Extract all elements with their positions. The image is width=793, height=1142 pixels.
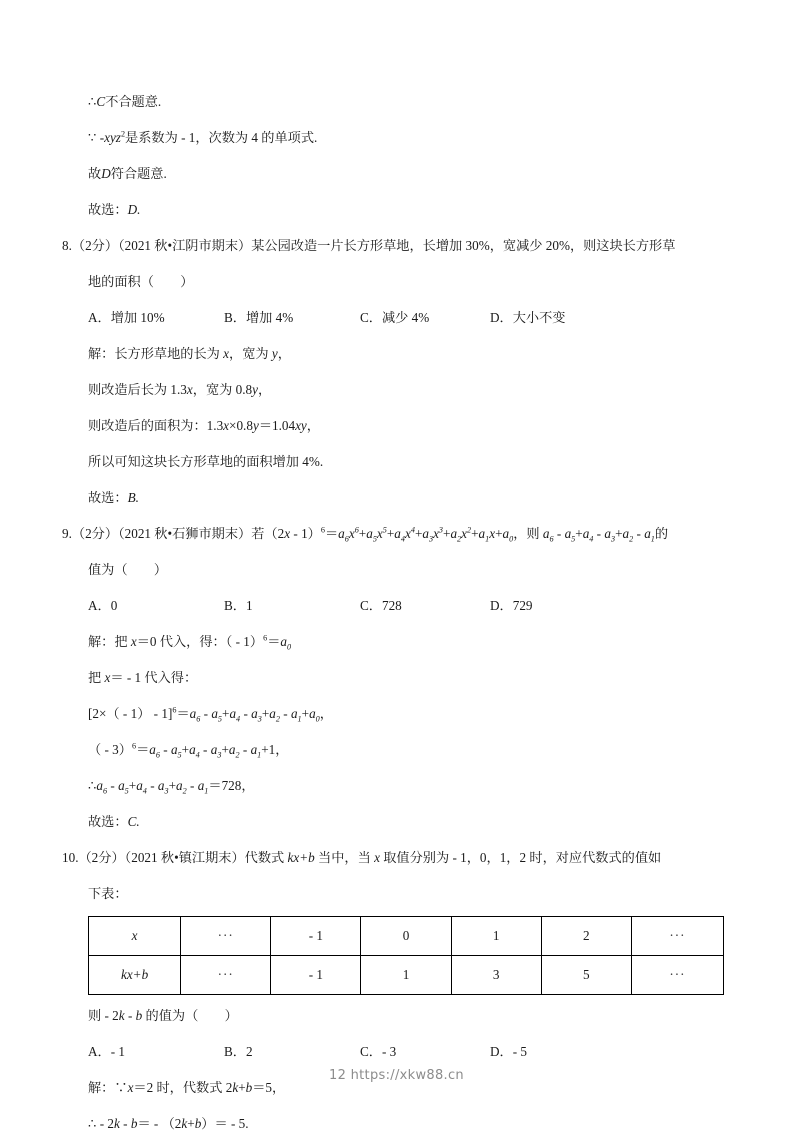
- row-label-kxb: kx+b: [89, 956, 181, 995]
- cell-kxb-1: - 1: [271, 956, 361, 995]
- expr-a3: $a_3$: [157, 778, 169, 796]
- expr-a6: $a_6$: [189, 706, 201, 724]
- exponent-6: 6: [320, 525, 325, 535]
- expr-a1: $a_1$: [250, 742, 262, 760]
- therefore-symbol: ∴: [88, 1116, 97, 1131]
- question-10-ask-line: 则 - 2k - b 的值为（ ）: [88, 1008, 238, 1023]
- option-c-text: - 3: [381, 1044, 397, 1059]
- prev-solution-line-3-text: 符合题意.: [110, 166, 167, 181]
- option-b-key: B．: [224, 598, 246, 613]
- var-y: y: [271, 346, 278, 361]
- expr-a2: $a_2$: [176, 778, 187, 796]
- option-d-text: - 5: [512, 1044, 528, 1059]
- question-9-option-c[interactable]: [360, 588, 402, 624]
- term-a5: $a_5x^5$: [366, 525, 387, 544]
- question-9-option-d[interactable]: [490, 588, 533, 624]
- question-9-solution-line-2: 把 x＝ - 1 代入得：: [88, 670, 198, 685]
- expr-a1: $a_1$: [197, 778, 209, 796]
- prev-solution-line-2: [62, 120, 730, 156]
- table-row: [89, 956, 724, 995]
- cell-kxb-5: ···: [631, 956, 723, 995]
- var-b: b: [135, 1008, 143, 1023]
- expr-a4: $a_4$: [189, 742, 200, 760]
- therefore-symbol: ∴: [88, 778, 97, 793]
- option-d-text: 大小不变: [512, 310, 566, 325]
- exponent-6: 6: [263, 633, 268, 643]
- cell-x-5: ···: [631, 917, 723, 956]
- option-d-key: D．: [490, 1044, 513, 1059]
- option-d-key: D．: [490, 598, 513, 613]
- prev-solution-line-3: [62, 156, 730, 192]
- cell-kxb-3: 3: [451, 956, 541, 995]
- question-9-source: （2021 秋•石狮市期末）: [118, 526, 252, 541]
- expr-a5: $a_5$: [118, 778, 129, 796]
- expr-a1: $a_1$: [290, 706, 302, 724]
- expr-a2: $a_2$: [228, 742, 240, 760]
- question-9-solution-answer: 故选：C.: [88, 814, 140, 829]
- var-k: k: [232, 1080, 239, 1095]
- page-footer: 12 https://xkw88.cn: [329, 1068, 464, 1083]
- expr-a1: $a_1$: [644, 526, 655, 544]
- exponent-6: 6: [131, 741, 137, 751]
- question-8-options: [62, 300, 730, 336]
- exponent-6: 6: [172, 705, 177, 715]
- because-symbol: ∵: [114, 1080, 128, 1095]
- option-b-text: 增加 4%: [245, 310, 294, 325]
- question-10-option-a[interactable]: [88, 1034, 125, 1070]
- expr-variables: xyz: [104, 130, 121, 145]
- prev-solution-line-1: [62, 84, 730, 120]
- question-9: [62, 516, 730, 840]
- cell-x-1: - 1: [271, 917, 361, 956]
- option-b-key: B．: [224, 310, 246, 325]
- cell-kxb-2: 1: [361, 956, 451, 995]
- var-x: x: [127, 1080, 134, 1095]
- var-k: k: [181, 1116, 188, 1131]
- cell-kxb-4: 5: [541, 956, 631, 995]
- question-10-stem-line-1: 10.（2分）（2021 秋•镇江期末）代数式 kx+b 当中，当 x 取值分别为 - 1，0，1，2 时，对应代数式的值如: [62, 850, 662, 865]
- expr-a2: $a_2$: [622, 526, 634, 544]
- prev-solution-line-3-prefix: 故: [88, 166, 102, 181]
- question-9-solution-tail: ＝728，: [208, 778, 255, 793]
- var-xy: xy: [295, 418, 307, 433]
- values-table: [88, 916, 724, 995]
- question-8-stem-line-1: [62, 228, 730, 264]
- term-a0: $a_0$: [502, 526, 514, 544]
- term-a6: $a_6x^6$: [338, 525, 359, 544]
- var-k: k: [113, 1116, 120, 1131]
- expr-a6: $a_6$: [96, 778, 108, 796]
- question-10: [62, 840, 730, 1142]
- cell-x-0: ···: [181, 917, 271, 956]
- therefore-symbol: ∴: [88, 94, 97, 109]
- option-b-text: 1: [245, 598, 253, 613]
- expr-a2: $a_2$: [269, 706, 280, 724]
- question-8-solution-line-1: 解：长方形草地的长为 x，宽为 y，: [88, 346, 291, 361]
- question-10-solution-line-2: ∴ - 2k - b＝ - （2k+b）＝ - 5.: [88, 1116, 249, 1131]
- option-a-text: 0: [110, 598, 118, 613]
- expr-sign: -: [99, 130, 105, 145]
- option-a-text: - 1: [110, 1044, 126, 1059]
- expr-a4: $a_4$: [136, 778, 147, 796]
- term-a1: $a_1x$: [478, 526, 496, 544]
- var-y: y: [252, 382, 258, 397]
- question-10-solution-line-1: 解：∵x＝2 时，代数式 2k+b＝5，: [88, 1080, 286, 1095]
- expr-a5: $a_5$: [170, 742, 182, 760]
- option-a-key: A．: [88, 598, 111, 613]
- expr-a3: $a_3$: [210, 742, 222, 760]
- option-c-text: 728: [381, 598, 402, 613]
- question-8-solution-line-3: 则改造后的面积为：1.3x×0.8y＝1.04xy，: [88, 418, 320, 433]
- expr-a3: $a_3$: [251, 706, 262, 724]
- question-10-source: （2021 秋•镇江期末）: [124, 850, 245, 865]
- variable-c: C: [96, 94, 106, 109]
- question-10-options: [62, 1034, 730, 1070]
- expr-a3: $a_3$: [604, 526, 616, 544]
- question-9-solution-line-4: （ - $3)^6=a_6 - a_5+a_4 - a_3+a_2 - a_1+1$，: [88, 741, 289, 760]
- option-c-key: C．: [360, 598, 382, 613]
- question-8-solution-line-4: 所以可知这块长方形草地的面积增加 4%.: [88, 454, 324, 469]
- question-10-option-c[interactable]: [360, 1034, 396, 1070]
- term-a4: $a_4x^4$: [394, 525, 415, 544]
- question-8-option-a[interactable]: [88, 300, 165, 336]
- question-9-marks: （2分）: [71, 526, 119, 541]
- question-10-number: 10.: [62, 850, 79, 865]
- option-c-key: C．: [360, 1044, 382, 1059]
- option-d-text: 729: [512, 598, 533, 613]
- term-a3: $a_3x^3$: [422, 525, 444, 544]
- question-9-number: 9.: [62, 526, 72, 541]
- cell-x-2: 0: [361, 917, 451, 956]
- question-9-solution-line-3: $[2\times( - 1) - 1]^6=a_6 - a_5+a_4 - a_3+a_2 - a_1+a_0$，: [88, 705, 333, 724]
- option-c-text: 减少 4%: [381, 310, 430, 325]
- var-x: x: [223, 418, 230, 433]
- var-x: x: [223, 346, 230, 361]
- question-9-option-a[interactable]: [88, 588, 117, 624]
- expr-a6: $a_6$: [542, 526, 554, 544]
- term-a2: $a_2x^2$: [450, 525, 472, 544]
- cell-x-4: 2: [541, 917, 631, 956]
- question-8-solution-line-2: 则改造后长为 1.3x，宽为 0.8y，: [88, 382, 272, 397]
- cell-x-3: 1: [451, 917, 541, 956]
- question-8-stem-line-2: 地的面积（ ）: [88, 274, 194, 289]
- question-10-table-wrapper: [62, 916, 730, 995]
- variable-d: D: [101, 166, 111, 181]
- page-content: [62, 84, 730, 1142]
- expr-a5: $a_5$: [564, 526, 576, 544]
- option-c-key: C．: [360, 310, 382, 325]
- question-8-answer-value: B.: [127, 490, 139, 505]
- question-8-number: 8.: [62, 238, 72, 253]
- option-a-text: 增加 10%: [110, 310, 165, 325]
- expr-a0: $a_0$: [309, 706, 320, 724]
- question-9-option-b[interactable]: [224, 588, 253, 624]
- question-9-answer-value: C.: [127, 814, 140, 829]
- prev-solution-line-1-text: 不合题意.: [105, 94, 162, 109]
- question-9-solution-line-1: 解：把 x＝0 代入，得：（ - $1)^6=a_0$: [88, 633, 292, 652]
- option-d-key: D．: [490, 310, 513, 325]
- question-8-stem-text-1: 某公园改造一片长方形草地，长增加 30%，宽减少 20%，则这块长方形草: [251, 238, 676, 253]
- var-x: x: [374, 850, 380, 865]
- question-9-options: [62, 588, 730, 624]
- question-9-stem-line-1: 9.（2分）（2021 秋•石狮市期末）若$(2x - 1)^6=a_6x^6+a_5x^5+a_4x^4+a_3x^3+a_2x^2+a_1x+a_0$，则 $a_6 - a_5+a_4 - a_3+a_2 - a_1$的: [62, 525, 669, 544]
- question-10-option-d[interactable]: [490, 1034, 527, 1070]
- prev-solution-answer: [62, 192, 730, 228]
- because-symbol: ∵: [88, 130, 97, 145]
- question-8: [62, 228, 730, 516]
- expr-kxb: kx+b: [287, 850, 315, 865]
- answer-label: 故选：: [88, 202, 128, 217]
- option-b-key: B．: [224, 1044, 246, 1059]
- question-8-option-b[interactable]: [224, 300, 293, 336]
- question-8-source: （2021 秋•江阴市期末）: [118, 238, 252, 253]
- question-10-option-b[interactable]: [224, 1034, 253, 1070]
- var-x: x: [104, 670, 111, 685]
- expr-a4: $a_4$: [229, 706, 241, 724]
- question-10-stem-line-2: 下表：: [88, 886, 128, 901]
- var-b: b: [245, 1080, 253, 1095]
- question-8-option-c[interactable]: [360, 300, 429, 336]
- question-9-solution-line-5: $\therefore a_6 - a_5+a_4 - a_3+a_2 - a_1=728$，: [88, 778, 255, 796]
- table-row: [89, 917, 724, 956]
- question-9-stem-line-2: 值为（ ）: [88, 562, 168, 577]
- option-a-key: A．: [88, 1044, 111, 1059]
- expr-a4: $a_4$: [582, 526, 594, 544]
- row-label-x: x: [89, 917, 181, 956]
- question-8-marks: （2分）: [71, 238, 119, 253]
- expr-a6: $a_6$: [149, 742, 160, 760]
- question-8-option-d[interactable]: [490, 300, 565, 336]
- var-b: b: [194, 1116, 202, 1131]
- var-b: b: [130, 1116, 138, 1131]
- var-y: y: [252, 418, 259, 433]
- expr-a5: $a_5$: [211, 706, 223, 724]
- var-k: k: [118, 1008, 125, 1023]
- var-x: x: [186, 382, 193, 397]
- option-a-key: A．: [88, 310, 111, 325]
- expr-exponent: 2: [120, 129, 126, 139]
- option-b-text: 2: [245, 1044, 253, 1059]
- cell-kxb-0: ···: [181, 956, 271, 995]
- var-x: x: [284, 526, 291, 541]
- var-x: x: [130, 634, 137, 649]
- term-a0: $a_0$: [280, 634, 292, 652]
- answer-value: D.: [127, 202, 141, 217]
- question-10-marks: （2分）: [78, 850, 125, 865]
- question-8-solution-answer: 故选：B.: [88, 490, 139, 505]
- prev-solution-line-2-text: 是系数为 - 1，次数为 4 的单项式.: [125, 130, 318, 145]
